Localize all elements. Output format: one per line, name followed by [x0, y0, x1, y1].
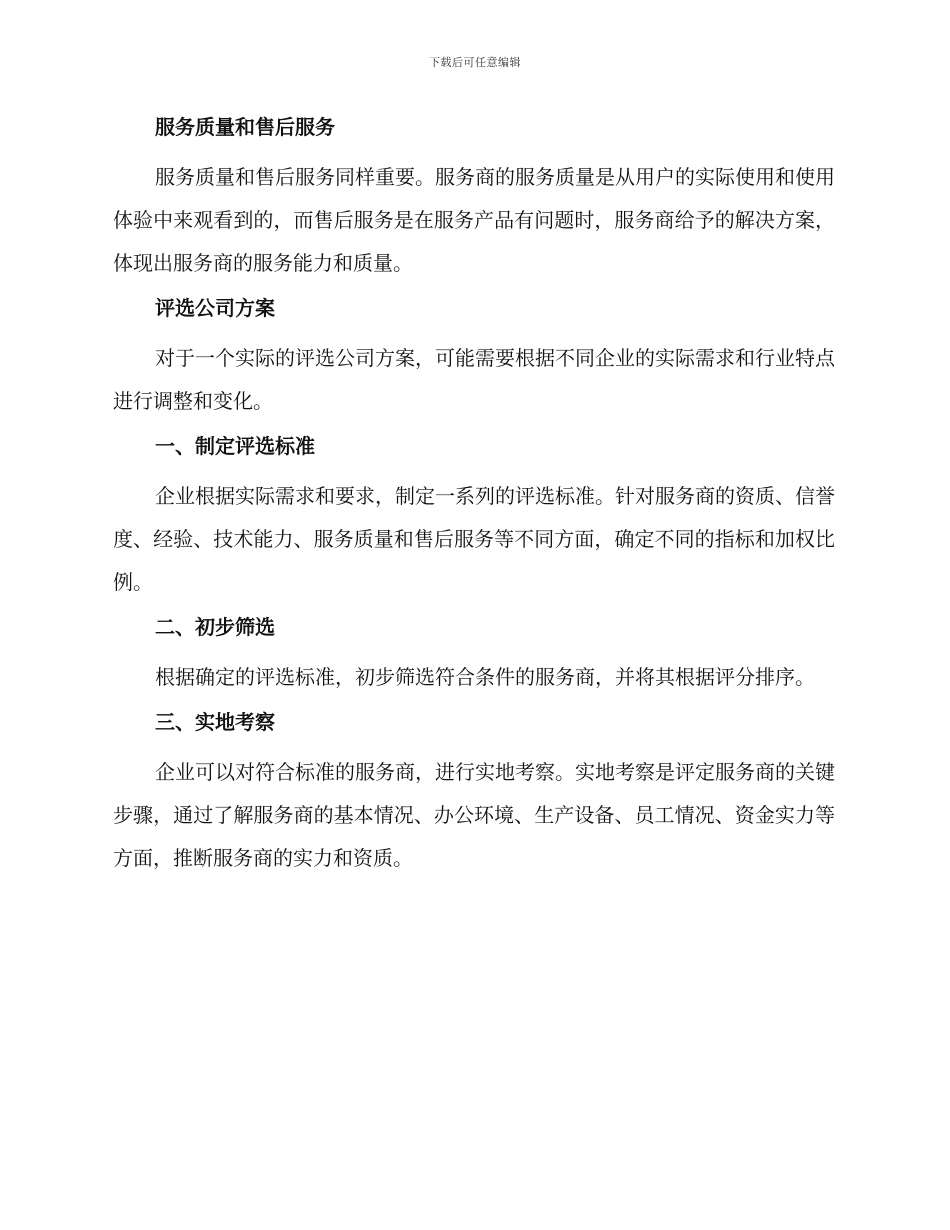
section-paragraph: 服务质量和售后服务同样重要。服务商的服务质量是从用户的实际使用和使用体验中来观看到的，而售后服务是在服务产品有问题时，服务商给予的解决方案，体现出服务商的服务能力和质量。 — [113, 165, 835, 275]
section-paragraph: 根据确定的评选标准，初步筛选符合条件的服务商，并将其根据评分排序。 — [155, 665, 815, 689]
section-heading: 评选公司方案 — [155, 296, 275, 320]
section-initial-screening — [113, 610, 835, 699]
section-paragraph: 对于一个实际的评选公司方案，可能需要根据不同企业的实际需求和行业特点进行调整和变化。 — [113, 346, 835, 413]
page-header: 下载后可任意编辑 — [429, 56, 521, 69]
document-body — [113, 110, 835, 886]
section-site-inspection — [113, 705, 835, 880]
section-selection-plan — [113, 291, 835, 423]
section-paragraph: 企业根据实际需求和要求，制定一系列的评选标准。针对服务商的资质、信誉度、经验、技术能力、服务质量和售后服务等不同方面，确定不同的指标和加权比例。 — [113, 484, 835, 594]
section-heading: 服务质量和售后服务 — [155, 115, 335, 139]
section-heading: 一、制定评选标准 — [155, 434, 315, 458]
section-heading: 二、初步筛选 — [155, 615, 275, 639]
section-paragraph: 企业可以对符合标准的服务商，进行实地考察。实地考察是评定服务商的关键步骤，通过了解服务商的基本情况、办公环境、生产设备、员工情况、资金实力等方面，推断服务商的实力和资质。 — [113, 760, 835, 870]
section-criteria — [113, 429, 835, 604]
section-heading: 三、实地考察 — [155, 710, 275, 734]
section-service-quality — [113, 110, 835, 285]
